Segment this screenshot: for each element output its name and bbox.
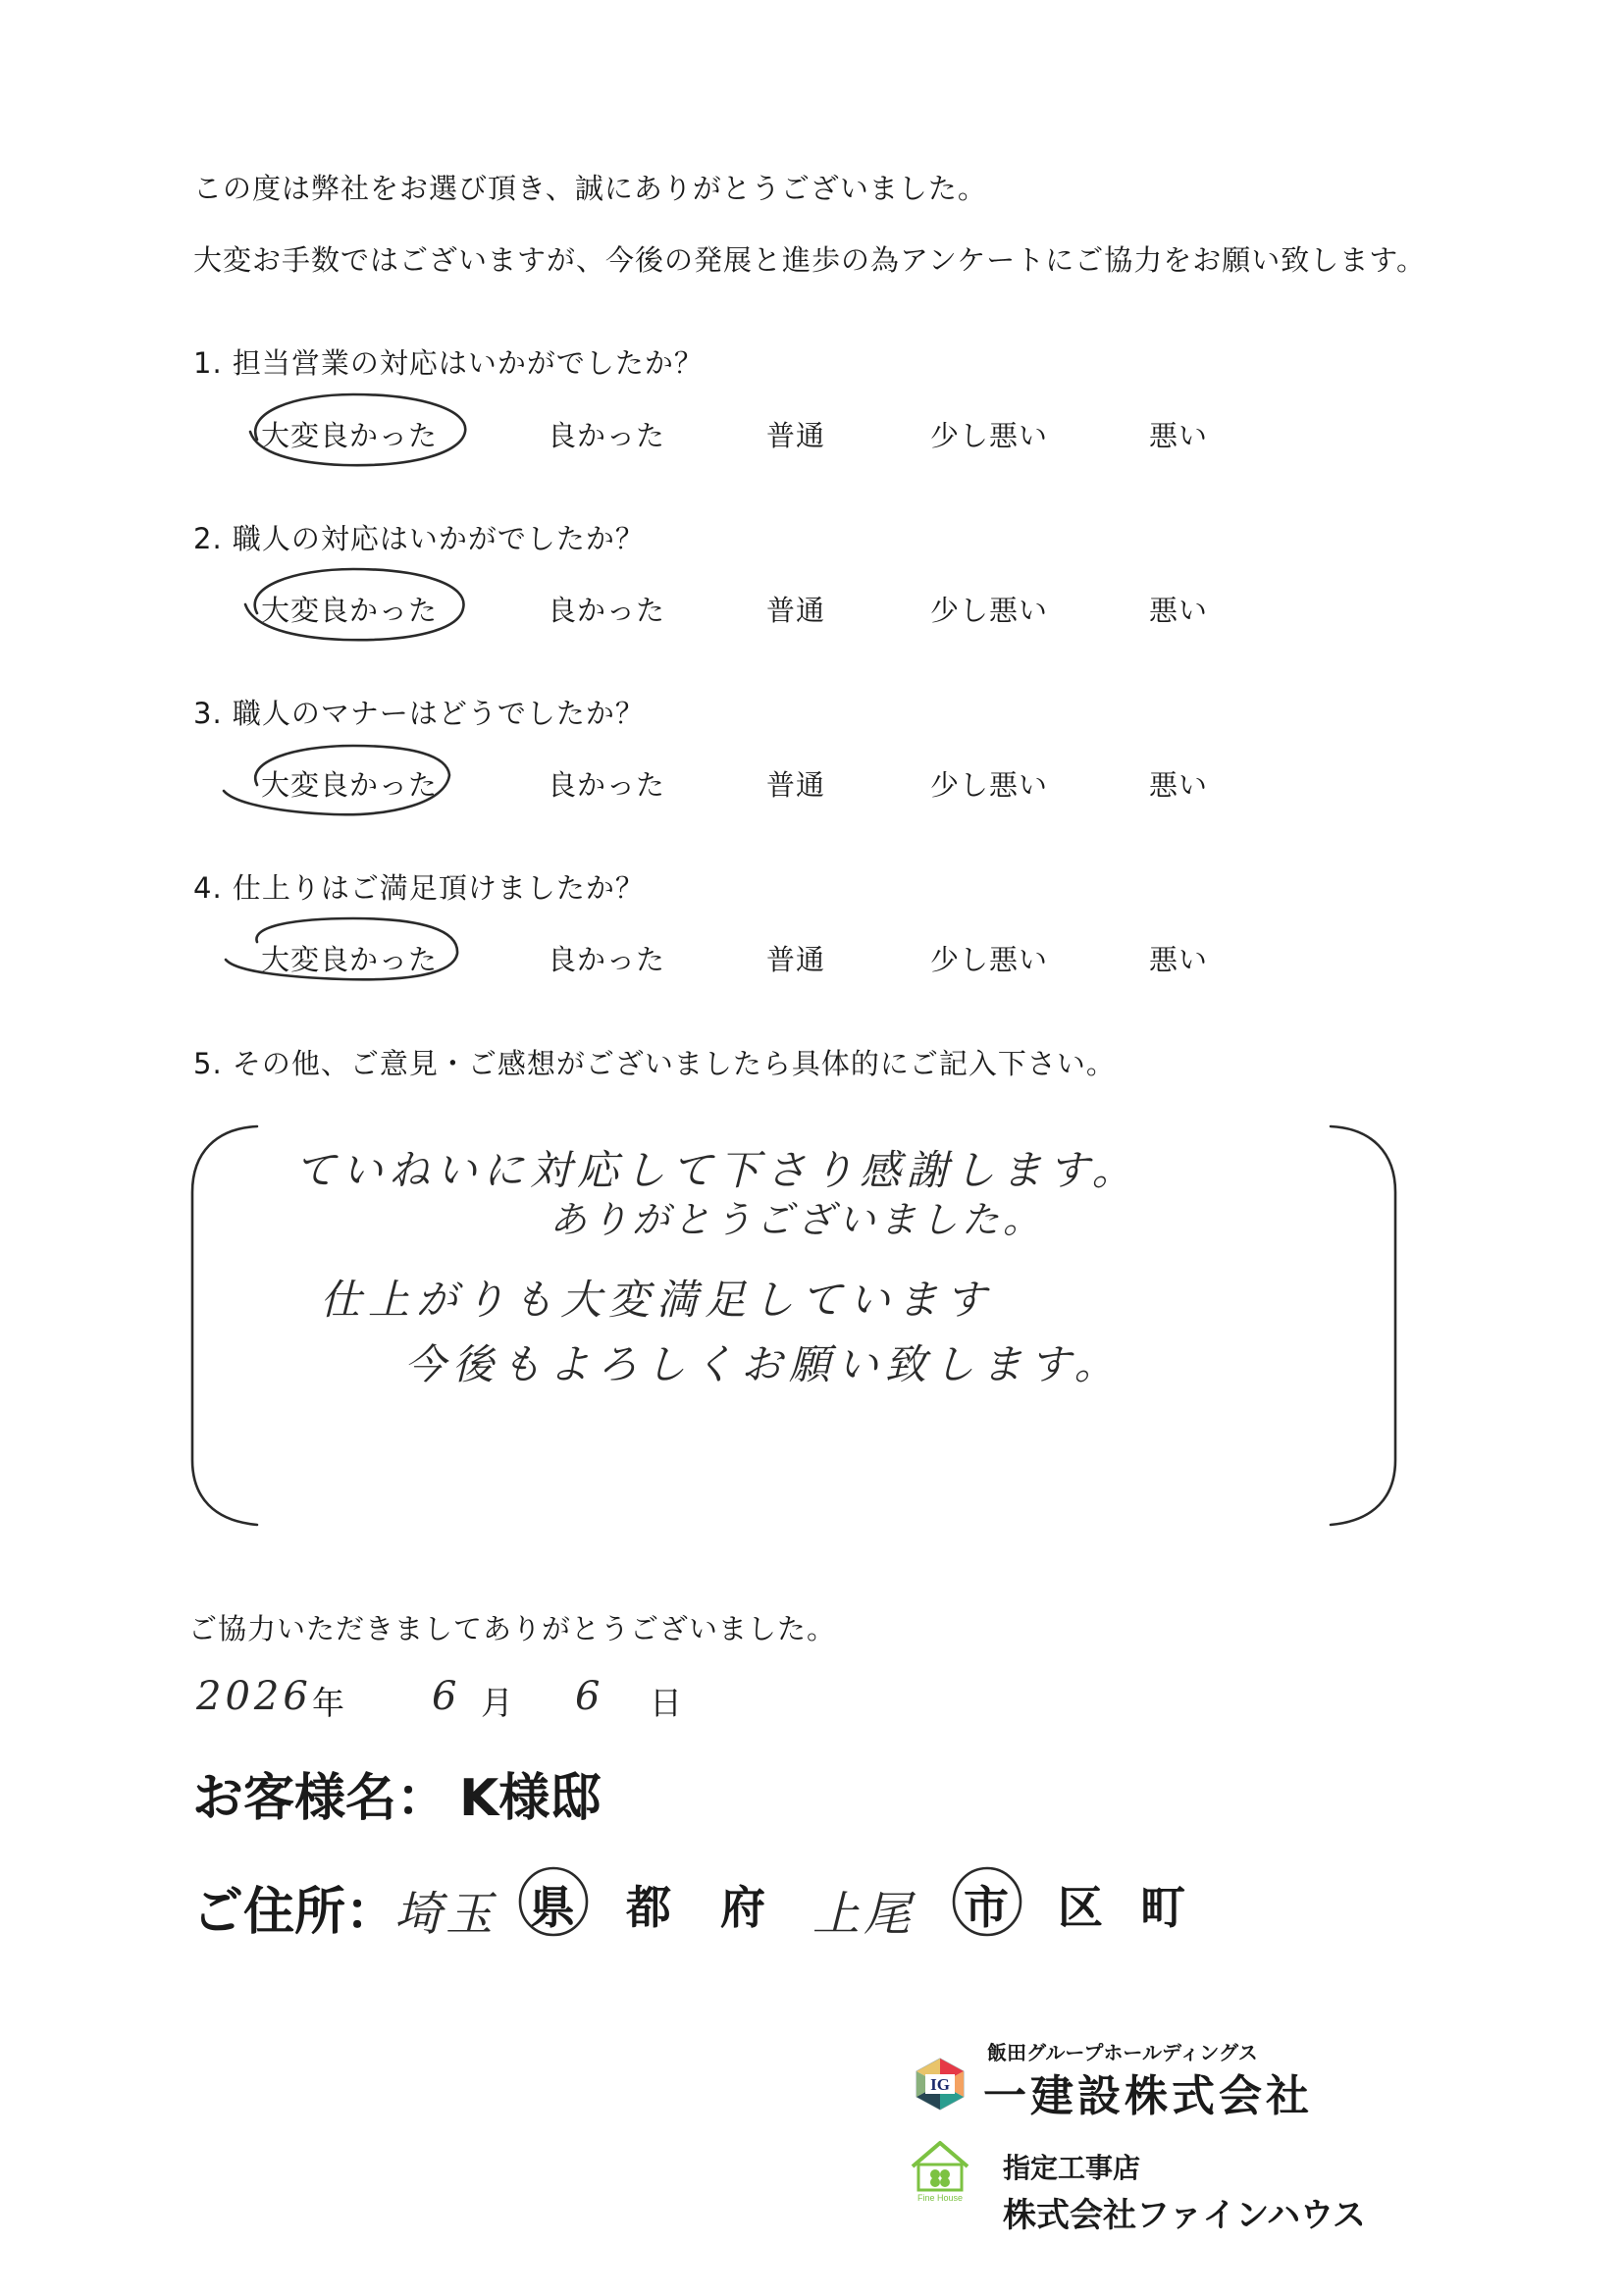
q1-option-slightly-bad[interactable]: 少し悪い — [930, 419, 1049, 452]
contractor-name: 株式会社ファインハウス — [1003, 2196, 1366, 2235]
comment-box-left-bracket — [192, 1126, 257, 1525]
comment-line-1: ていねいに対応して下さり感謝します。 — [294, 1146, 1139, 1194]
company-name: 一建設株式会社 — [983, 2071, 1313, 2121]
pref-option-to[interactable]: 都 — [626, 1881, 671, 1934]
q1-selection-circle — [250, 394, 465, 465]
pref-option-fu[interactable]: 府 — [720, 1881, 765, 1934]
q4-option-normal[interactable]: 普通 — [766, 943, 826, 976]
q1-option-bad[interactable]: 悪い — [1149, 419, 1209, 452]
q2-selection-circle — [245, 569, 464, 640]
question-4: 4. 仕上りはご満足頂けましたか？ — [193, 871, 645, 905]
q3-option-very-good[interactable]: 大変良かった — [261, 768, 439, 802]
q1-option-very-good[interactable]: 大変良かった — [261, 419, 439, 452]
date-month-label: 月 — [481, 1684, 513, 1722]
address-label: ご住所： — [192, 1883, 397, 1942]
q2-option-normal[interactable]: 普通 — [766, 594, 826, 627]
question-3: 3. 職人のマナーはどうでしたか？ — [193, 697, 645, 730]
date-month[interactable]: 6 — [432, 1674, 457, 1719]
question-1: 1. 担当営業の対応はいかがでしたか？ — [193, 346, 704, 380]
q3-option-normal[interactable]: 普通 — [766, 768, 826, 802]
q4-option-slightly-bad[interactable]: 少し悪い — [930, 943, 1049, 976]
comment-line-2: ありがとうございました。 — [550, 1198, 1045, 1241]
intro-line-2: 大変お手数ではございますが、今後の発展と進歩の為アンケートにご協力をお願い致します。 — [193, 243, 1426, 277]
q2-option-good[interactable]: 良かった — [548, 594, 666, 627]
company-group: 飯田グループホールディングス — [987, 2041, 1258, 2064]
address-prefecture[interactable]: 埼玉 — [394, 1887, 497, 1942]
comment-line-3: 仕上がりも大変満足しています — [320, 1276, 994, 1324]
q2-option-bad[interactable]: 悪い — [1149, 594, 1209, 627]
city-option-ku[interactable]: 区 — [1058, 1881, 1103, 1934]
address-city[interactable]: 上尾 — [812, 1887, 916, 1942]
contractor-label: 指定工事店 — [1003, 2152, 1141, 2184]
customer-name-label: お客様名： — [192, 1769, 448, 1828]
q4-option-good[interactable]: 良かった — [548, 943, 666, 976]
ig-logo-text: IG — [930, 2075, 950, 2094]
city-option-shi[interactable]: 市 — [964, 1881, 1009, 1934]
customer-name-value[interactable]: K様邸 — [459, 1769, 602, 1828]
q2-option-very-good[interactable]: 大変良かった — [261, 594, 439, 627]
q3-option-bad[interactable]: 悪い — [1149, 768, 1209, 802]
date-year[interactable]: 2026 — [196, 1674, 312, 1719]
q2-option-slightly-bad[interactable]: 少し悪い — [930, 594, 1049, 627]
ig-logo-icon — [913, 2057, 968, 2112]
comment-line-4: 今後もよろしくお願い致します。 — [404, 1340, 1123, 1388]
q1-option-good[interactable]: 良かった — [548, 419, 666, 452]
fine-house-logo-icon — [907, 2137, 973, 2204]
date-year-label: 年 — [312, 1684, 344, 1722]
q3-option-good[interactable]: 良かった — [548, 768, 666, 802]
question-5: 5. その他、ご意見・ご感想がございましたら具体的にご記入下さい。 — [193, 1047, 1116, 1080]
q4-option-very-good[interactable]: 大変良かった — [261, 943, 439, 976]
question-2: 2. 職人の対応はいかがでしたか？ — [193, 522, 645, 555]
thanks-text: ご協力いただきましてありがとうございました。 — [188, 1612, 837, 1645]
date-day-label: 日 — [650, 1684, 682, 1722]
date-day[interactable]: 6 — [575, 1674, 601, 1719]
city-option-machi[interactable]: 町 — [1140, 1881, 1185, 1934]
q4-option-bad[interactable]: 悪い — [1149, 943, 1209, 976]
q3-selection-circle — [224, 746, 449, 814]
q3-option-slightly-bad[interactable]: 少し悪い — [930, 768, 1049, 802]
q1-option-normal[interactable]: 普通 — [766, 419, 826, 452]
q4-selection-circle — [226, 918, 457, 979]
fine-house-logo-text: Fine House — [916, 2193, 964, 2203]
comment-box-right-bracket — [1331, 1126, 1395, 1525]
pref-option-ken[interactable]: 県 — [530, 1881, 575, 1934]
intro-line-1: この度は弊社をお選び頂き、誠にありがとうございました。 — [193, 172, 987, 205]
